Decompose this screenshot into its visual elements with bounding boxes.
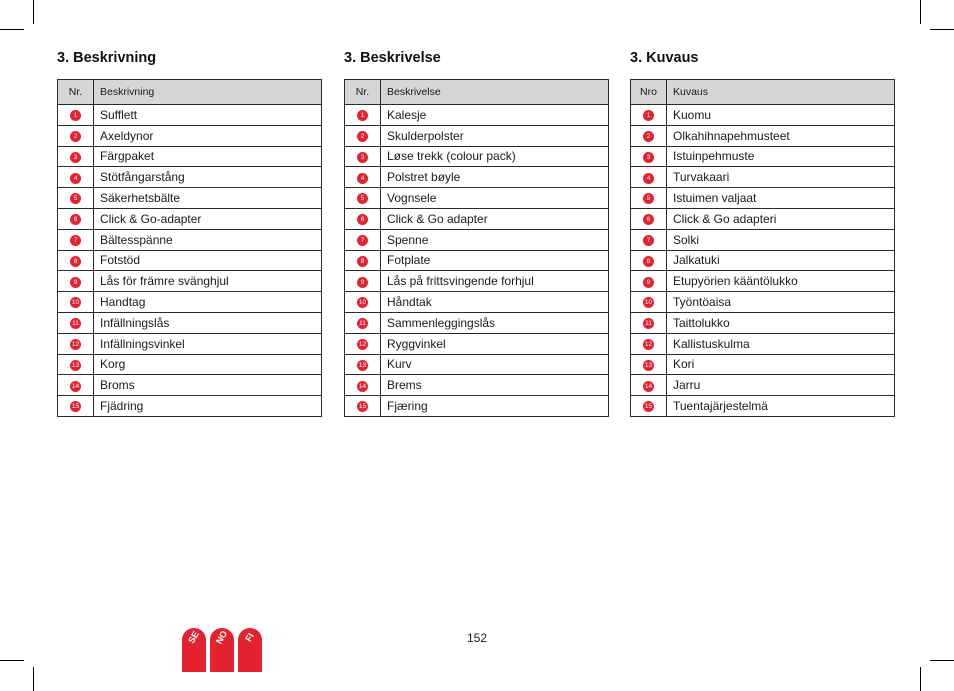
item-number-badge: 3 <box>357 152 368 163</box>
language-tab-label: FI <box>243 631 256 644</box>
language-tab-label: SE <box>186 629 201 645</box>
item-number-cell <box>58 312 94 333</box>
table-row <box>631 146 895 167</box>
item-number-cell <box>631 333 667 354</box>
item-number-cell <box>345 292 381 313</box>
item-number-cell <box>58 146 94 167</box>
item-number-cell <box>345 167 381 188</box>
item-description: Säkerhetsbälte <box>94 188 322 209</box>
parts-table <box>57 79 322 417</box>
table-row <box>345 333 609 354</box>
item-number-badge: 12 <box>71 340 80 348</box>
item-description: Click & Go adapteri <box>667 208 895 229</box>
item-number-cell <box>631 292 667 313</box>
item-description: Løse trekk (colour pack) <box>381 146 609 167</box>
item-description: Fjädring <box>94 396 322 417</box>
item-description: Jarru <box>667 375 895 396</box>
item-number-badge: 10 <box>71 299 80 307</box>
item-number-badge: 14 <box>71 382 80 390</box>
table-row <box>345 125 609 146</box>
section-title: 3. Kuvaus <box>630 50 699 66</box>
item-number-badge: 13 <box>358 361 367 369</box>
table-row <box>58 167 322 188</box>
item-number-badge: 5 <box>643 193 654 204</box>
table-row <box>58 375 322 396</box>
item-description: Kuomu <box>667 105 895 126</box>
section-finnish <box>630 50 895 417</box>
item-number-badge: 15 <box>358 403 367 411</box>
item-number-cell <box>631 312 667 333</box>
table-row <box>58 333 322 354</box>
item-number-cell <box>58 375 94 396</box>
item-number-badge: 6 <box>70 214 81 225</box>
item-description: Etupyörien kääntölukko <box>667 271 895 292</box>
table-row <box>58 125 322 146</box>
item-number-cell <box>631 229 667 250</box>
crop-mark <box>930 660 954 661</box>
item-description: Jalkatuki <box>667 250 895 271</box>
table-row <box>58 396 322 417</box>
parts-table <box>630 79 895 417</box>
item-description: Färgpaket <box>94 146 322 167</box>
table-row <box>345 146 609 167</box>
table-row <box>58 146 322 167</box>
crop-mark <box>33 667 34 691</box>
crop-mark <box>0 660 24 661</box>
item-number-badge: 10 <box>644 299 653 307</box>
item-description: Axeldynor <box>94 125 322 146</box>
item-number-badge: 3 <box>70 152 81 163</box>
item-description: Vognsele <box>381 188 609 209</box>
item-description: Infällningslås <box>94 312 322 333</box>
item-number-cell <box>345 229 381 250</box>
item-number-badge: 5 <box>70 193 81 204</box>
item-description: Fotplate <box>381 250 609 271</box>
item-number-badge: 2 <box>643 131 654 142</box>
column-header-description: Kuvaus <box>667 80 895 105</box>
item-number-cell <box>345 375 381 396</box>
table-row <box>631 250 895 271</box>
item-description: Olkahihnapehmusteet <box>667 125 895 146</box>
item-number-cell <box>58 229 94 250</box>
table-row <box>631 125 895 146</box>
item-number-cell <box>345 250 381 271</box>
table-row <box>58 188 322 209</box>
table-row <box>631 167 895 188</box>
item-number-badge: 1 <box>643 110 654 121</box>
column-header-number: Nro <box>631 80 667 105</box>
table-row <box>631 208 895 229</box>
item-description: Håndtak <box>381 292 609 313</box>
item-number-cell <box>58 292 94 313</box>
item-number-badge: 9 <box>357 277 368 288</box>
item-number-badge: 12 <box>644 340 653 348</box>
item-description: Solki <box>667 229 895 250</box>
language-tab-no <box>210 628 234 672</box>
table-row <box>631 375 895 396</box>
item-description: Brems <box>381 375 609 396</box>
item-number-badge: 10 <box>358 299 367 307</box>
item-description: Fotstöd <box>94 250 322 271</box>
item-number-cell <box>631 188 667 209</box>
item-number-cell <box>58 396 94 417</box>
item-description: Bältesspänne <box>94 229 322 250</box>
item-number-badge: 8 <box>357 256 368 267</box>
item-description: Sammenleggingslås <box>381 312 609 333</box>
table-row <box>345 271 609 292</box>
item-number-badge: 6 <box>643 214 654 225</box>
item-description: Korg <box>94 354 322 375</box>
item-description: Tuentajärjestelmä <box>667 396 895 417</box>
item-description: Polstret bøyle <box>381 167 609 188</box>
item-number-badge: 11 <box>643 318 654 329</box>
table-row <box>58 208 322 229</box>
item-number-cell <box>631 167 667 188</box>
column-header-number: Nr. <box>58 80 94 105</box>
section-title: 3. Beskrivning <box>57 50 157 66</box>
item-number-badge: 4 <box>70 173 81 184</box>
item-number-badge: 13 <box>71 361 80 369</box>
table-row <box>631 271 895 292</box>
table-row <box>631 396 895 417</box>
item-description: Taittolukko <box>667 312 895 333</box>
item-number-cell <box>345 125 381 146</box>
item-number-cell <box>345 312 381 333</box>
section-swedish <box>57 50 322 417</box>
table-row <box>345 105 609 126</box>
item-number-badge: 15 <box>644 403 653 411</box>
item-number-cell <box>345 188 381 209</box>
item-number-badge: 2 <box>357 131 368 142</box>
crop-mark <box>0 29 24 30</box>
item-description: Turvakaari <box>667 167 895 188</box>
item-description: Kori <box>667 354 895 375</box>
item-number-badge: 6 <box>357 214 368 225</box>
language-tab-se <box>182 628 206 672</box>
table-row <box>58 229 322 250</box>
item-number-cell <box>631 271 667 292</box>
table-row <box>345 375 609 396</box>
section-title: 3. Beskrivelse <box>344 50 441 66</box>
table-row <box>631 188 895 209</box>
table-row <box>58 250 322 271</box>
item-number-badge: 9 <box>70 277 81 288</box>
item-number-badge: 8 <box>70 256 81 267</box>
item-description: Sufflett <box>94 105 322 126</box>
crop-mark <box>33 0 34 24</box>
table-row <box>631 354 895 375</box>
item-description: Kurv <box>381 354 609 375</box>
item-description: Skulderpolster <box>381 125 609 146</box>
item-description: Broms <box>94 375 322 396</box>
item-number-cell <box>631 250 667 271</box>
item-number-cell <box>631 105 667 126</box>
item-number-badge: 15 <box>71 403 80 411</box>
table-row <box>58 354 322 375</box>
item-description: Fjæring <box>381 396 609 417</box>
item-number-cell <box>345 396 381 417</box>
language-tab-fi <box>238 628 262 672</box>
table-row <box>345 396 609 417</box>
item-number-badge: 3 <box>643 152 654 163</box>
item-number-cell <box>58 188 94 209</box>
item-number-badge: 7 <box>70 235 81 246</box>
item-number-cell <box>345 146 381 167</box>
table-row <box>345 312 609 333</box>
item-number-cell <box>631 396 667 417</box>
item-number-badge: 12 <box>358 340 367 348</box>
item-description: Stötfångarstång <box>94 167 322 188</box>
table-row <box>631 312 895 333</box>
table-row <box>58 105 322 126</box>
item-description: Spenne <box>381 229 609 250</box>
item-number-badge: 1 <box>357 110 368 121</box>
table-row <box>345 188 609 209</box>
crop-mark <box>920 0 921 24</box>
item-number-badge: 14 <box>644 382 653 390</box>
item-number-cell <box>345 208 381 229</box>
item-description: Kallistuskulma <box>667 333 895 354</box>
item-number-badge: 8 <box>643 256 654 267</box>
item-number-cell <box>58 105 94 126</box>
item-number-badge: 9 <box>643 277 654 288</box>
item-number-badge: 14 <box>358 382 367 390</box>
item-description: Ryggvinkel <box>381 333 609 354</box>
item-description: Infällningsvinkel <box>94 333 322 354</box>
item-number-cell <box>631 146 667 167</box>
item-number-cell <box>58 271 94 292</box>
item-description: Click & Go adapter <box>381 208 609 229</box>
item-number-badge: 5 <box>357 193 368 204</box>
page-number: 152 <box>467 631 488 645</box>
item-number-cell <box>58 333 94 354</box>
item-description: Handtag <box>94 292 322 313</box>
table-row <box>58 271 322 292</box>
table-row <box>345 208 609 229</box>
table-row <box>631 229 895 250</box>
item-number-cell <box>631 125 667 146</box>
item-number-cell <box>58 250 94 271</box>
crop-mark <box>920 667 921 691</box>
column-header-number: Nr. <box>345 80 381 105</box>
item-number-cell <box>58 167 94 188</box>
item-number-badge: 11 <box>357 318 368 329</box>
item-description: Kalesje <box>381 105 609 126</box>
item-description: Työntöaisa <box>667 292 895 313</box>
table-row <box>345 292 609 313</box>
column-header-description: Beskrivelse <box>381 80 609 105</box>
item-description: Istuimen valjaat <box>667 188 895 209</box>
item-description: Istuinpehmuste <box>667 146 895 167</box>
item-number-badge: 4 <box>357 173 368 184</box>
item-number-cell <box>631 208 667 229</box>
item-number-badge: 1 <box>70 110 81 121</box>
item-number-badge: 7 <box>643 235 654 246</box>
table-row <box>631 292 895 313</box>
table-row <box>631 333 895 354</box>
section-norwegian <box>344 50 609 417</box>
item-number-cell <box>345 354 381 375</box>
item-number-cell <box>345 105 381 126</box>
item-number-cell <box>345 271 381 292</box>
item-number-badge: 11 <box>70 318 81 329</box>
parts-table <box>344 79 609 417</box>
table-row <box>58 312 322 333</box>
table-row <box>345 250 609 271</box>
table-row <box>345 229 609 250</box>
column-header-description: Beskrivning <box>94 80 322 105</box>
item-number-badge: 2 <box>70 131 81 142</box>
table-row <box>345 167 609 188</box>
table-row <box>631 105 895 126</box>
item-description: Lås på frittsvingende forhjul <box>381 271 609 292</box>
item-number-badge: 4 <box>643 173 654 184</box>
table-row <box>345 354 609 375</box>
item-description: Click & Go-adapter <box>94 208 322 229</box>
crop-mark <box>930 29 954 30</box>
item-number-cell <box>58 125 94 146</box>
item-number-cell <box>631 375 667 396</box>
language-tab-label: NO <box>213 628 230 646</box>
item-number-cell <box>631 354 667 375</box>
table-row <box>58 292 322 313</box>
item-number-badge: 7 <box>357 235 368 246</box>
item-number-badge: 13 <box>644 361 653 369</box>
item-number-cell <box>58 208 94 229</box>
item-number-cell <box>345 333 381 354</box>
item-description: Lås för främre svänghjul <box>94 271 322 292</box>
language-tabs <box>182 628 262 672</box>
item-number-cell <box>58 354 94 375</box>
